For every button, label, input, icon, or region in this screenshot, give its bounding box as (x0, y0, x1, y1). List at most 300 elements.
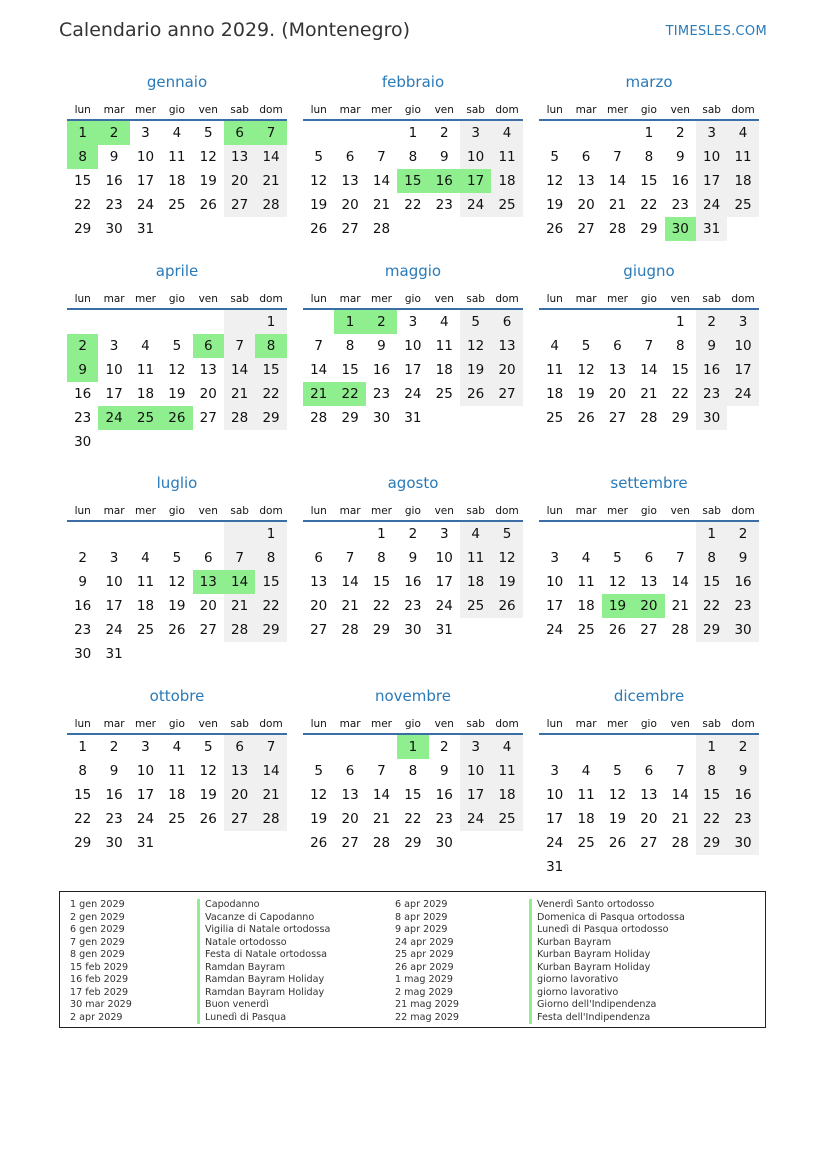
day-cell: 13 (577, 173, 595, 189)
weekday-label: sab (702, 718, 721, 730)
day-cell: 29 (404, 835, 422, 851)
day-cell: 29 (341, 410, 359, 426)
day-cell: 4 (172, 739, 182, 755)
empty-cell (193, 522, 224, 546)
day-cell: 8 (345, 338, 355, 354)
holiday-date: 6 gen 2029 (70, 924, 125, 935)
day-cell: 15 (74, 173, 92, 189)
weekday-label: gio (640, 293, 657, 305)
weekday-header (67, 283, 287, 310)
day-cell: 25 (491, 193, 522, 217)
day-cell: 12 (608, 574, 627, 590)
day-cell: 10 (727, 334, 758, 358)
day-cell: 1 (255, 522, 286, 546)
day-cell: 7 (377, 149, 386, 165)
month-marzo (539, 70, 759, 241)
day-cell: 24 (98, 406, 129, 430)
day-cell: 30 (727, 831, 758, 855)
day-cell: 14 (671, 787, 689, 803)
holiday-date: 16 feb 2029 (70, 974, 129, 985)
day-cell: 9 (109, 149, 119, 165)
weekday-label: mar (103, 293, 125, 305)
day-cell: 10 (435, 550, 453, 566)
month-name: ottobre (149, 687, 205, 705)
weekday-header (67, 708, 287, 735)
day-cell: 7 (644, 338, 654, 354)
day-cell: 16 (429, 169, 460, 193)
day-cell: 18 (136, 598, 155, 614)
day-cell: 22 (74, 811, 92, 827)
weekday-label: ven (198, 293, 218, 305)
day-cell: 23 (727, 594, 758, 618)
day-cell: 12 (491, 546, 522, 570)
weekday-label: gio (168, 293, 185, 305)
empty-cell (161, 310, 192, 334)
holiday-name: Festa di Natale ortodossa (197, 949, 330, 962)
day-cell: 22 (404, 197, 422, 213)
empty-cell (224, 310, 255, 334)
day-cell: 17 (136, 173, 155, 189)
empty-cell (193, 310, 224, 334)
day-cell: 7 (345, 550, 355, 566)
day-cell: 6 (613, 338, 622, 354)
day-cell: 26 (199, 197, 217, 213)
day-cell: 25 (546, 410, 564, 426)
day-grid (303, 121, 523, 241)
weekday-label: mer (370, 718, 392, 730)
weekday-label: lun (546, 505, 563, 517)
day-cell: 21 (671, 598, 689, 614)
weekday-label: gio (640, 718, 657, 730)
month-ottobre (67, 684, 287, 855)
weekday-label: mar (103, 718, 125, 730)
empty-cell (570, 121, 601, 145)
day-cell: 14 (255, 145, 286, 169)
month-maggio (303, 259, 523, 430)
day-cell: 4 (581, 763, 591, 779)
weekday-label: sab (230, 718, 249, 730)
empty-cell (130, 310, 161, 334)
day-cell: 30 (696, 406, 727, 430)
weekday-label: sab (702, 505, 721, 517)
day-cell: 7 (675, 763, 685, 779)
day-cell: 11 (460, 546, 491, 570)
day-cell: 28 (255, 193, 286, 217)
day-cell: 21 (224, 382, 255, 406)
weekday-header (539, 495, 759, 522)
weekday-label: dom (495, 104, 519, 116)
day-cell: 23 (727, 807, 758, 831)
weekday-label: gio (168, 505, 185, 517)
weekday-label: mar (103, 104, 125, 116)
day-cell: 17 (546, 598, 564, 614)
weekday-label: lun (74, 293, 91, 305)
month-name: dicembre (613, 687, 685, 705)
day-cell: 8 (78, 763, 87, 779)
day-cell: 19 (577, 386, 595, 402)
holiday-date: 7 gen 2029 (70, 936, 125, 948)
weekday-label: mer (134, 104, 156, 116)
empty-cell (334, 121, 365, 145)
day-cell: 12 (310, 173, 328, 189)
month-agosto (303, 471, 523, 642)
day-cell: 30 (74, 646, 92, 662)
month-name: giugno (623, 262, 675, 280)
day-cell: 26 (161, 406, 192, 430)
day-cell: 24 (546, 835, 564, 851)
day-cell: 17 (727, 358, 758, 382)
weekday-label: mer (606, 718, 628, 730)
day-cell: 20 (633, 594, 664, 618)
day-cell: 24 (404, 386, 422, 402)
day-cell: 27 (224, 193, 255, 217)
holiday-name: Buon venerdì (197, 999, 330, 1012)
empty-cell (366, 735, 397, 759)
day-cell: 2 (696, 310, 727, 334)
day-cell: 5 (203, 739, 213, 755)
day-cell: 4 (727, 121, 758, 145)
day-cell: 5 (491, 522, 522, 546)
day-cell: 10 (404, 338, 422, 354)
day-cell: 26 (168, 622, 186, 638)
empty-cell (539, 522, 570, 546)
weekday-label: dom (259, 718, 283, 730)
day-cell: 23 (435, 197, 453, 213)
day-cell: 2 (727, 735, 758, 759)
holiday-name: Lunedì di Pasqua ortodosso (529, 924, 685, 937)
day-cell: 28 (224, 618, 255, 642)
holiday-date: 30 mar 2029 (70, 999, 132, 1010)
holiday-date: 26 apr 2029 (395, 961, 454, 973)
day-cell: 1 (78, 739, 87, 755)
day-cell: 10 (460, 145, 491, 169)
day-grid (303, 735, 523, 855)
day-cell: 19 (310, 197, 328, 213)
day-cell: 29 (696, 831, 727, 855)
day-grid (67, 735, 287, 855)
day-cell: 15 (404, 787, 422, 803)
empty-cell (602, 121, 633, 145)
day-grid (539, 522, 759, 642)
day-cell: 18 (168, 173, 186, 189)
day-cell: 1 (675, 314, 685, 330)
day-grid (67, 522, 287, 666)
day-cell: 29 (255, 618, 286, 642)
day-cell: 31 (136, 221, 155, 237)
empty-cell (67, 310, 98, 334)
weekday-label: lun (74, 718, 91, 730)
day-cell: 15 (255, 358, 286, 382)
weekday-label: dom (259, 505, 283, 517)
day-cell: 8 (67, 145, 98, 169)
day-cell: 23 (105, 811, 123, 827)
day-cell: 9 (109, 763, 119, 779)
month-novembre (303, 684, 523, 855)
weekday-label: mer (606, 104, 628, 116)
weekday-label: ven (670, 104, 690, 116)
day-cell: 27 (640, 622, 658, 638)
weekday-label: mer (370, 104, 392, 116)
day-cell: 3 (550, 550, 559, 566)
day-cell: 15 (372, 574, 391, 590)
weekday-label: lun (546, 104, 563, 116)
day-cell: 1 (696, 522, 727, 546)
weekday-label: gio (404, 505, 421, 517)
weekday-label: dom (259, 104, 283, 116)
holiday-name: Vacanze di Capodanno (197, 912, 330, 925)
day-cell: 14 (671, 574, 689, 590)
day-cell: 15 (640, 173, 658, 189)
holiday-date: 8 apr 2029 (395, 911, 448, 923)
weekday-label: ven (434, 718, 454, 730)
weekday-label: dom (731, 505, 755, 517)
day-cell: 7 (613, 149, 622, 165)
weekday-label: gio (404, 718, 421, 730)
day-cell: 23 (372, 386, 391, 402)
day-cell: 8 (408, 149, 418, 165)
day-cell: 24 (136, 811, 155, 827)
day-cell: 9 (67, 358, 98, 382)
day-cell: 19 (168, 598, 186, 614)
day-cell: 18 (435, 362, 453, 378)
day-cell: 6 (644, 550, 654, 566)
day-cell: 25 (460, 594, 491, 618)
weekday-label: gio (168, 718, 185, 730)
day-cell: 5 (172, 550, 182, 566)
day-cell: 6 (314, 550, 323, 566)
day-cell: 20 (341, 811, 359, 827)
day-cell: 10 (136, 763, 155, 779)
day-cell: 2 (67, 334, 98, 358)
weekday-label: lun (546, 718, 563, 730)
day-cell: 26 (460, 382, 491, 406)
day-cell: 19 (199, 787, 217, 803)
day-cell: 23 (74, 622, 92, 638)
empty-cell (98, 522, 129, 546)
day-cell: 27 (224, 807, 255, 831)
day-cell: 5 (314, 763, 323, 779)
day-cell: 17 (136, 787, 155, 803)
day-cell: 3 (550, 763, 559, 779)
day-cell: 28 (372, 835, 391, 851)
day-cell: 9 (377, 338, 386, 354)
empty-cell (303, 522, 334, 546)
day-cell: 26 (546, 221, 564, 237)
weekday-label: mar (103, 505, 125, 517)
month-name: febbraio (381, 73, 445, 91)
holiday-names-col-2 (529, 899, 685, 1024)
day-cell: 12 (168, 362, 186, 378)
day-cell: 6 (345, 763, 355, 779)
site-link[interactable]: TIMESLES.COM (665, 24, 767, 39)
day-cell: 20 (577, 197, 595, 213)
day-cell: 17 (435, 574, 453, 590)
day-cell: 16 (727, 783, 758, 807)
holiday-name: Giorno dell'Indipendenza (529, 999, 685, 1012)
holiday-name: Festa dell'Indipendenza (529, 1012, 685, 1025)
day-cell: 30 (404, 622, 422, 638)
day-cell: 15 (696, 783, 727, 807)
day-cell: 8 (644, 149, 654, 165)
day-cell: 30 (727, 618, 758, 642)
weekday-label: lun (546, 293, 563, 305)
day-cell: 3 (439, 526, 449, 542)
empty-cell (539, 735, 570, 759)
day-cell: 13 (224, 759, 255, 783)
day-cell: 23 (404, 598, 422, 614)
day-cell: 16 (435, 787, 453, 803)
day-cell: 11 (168, 149, 186, 165)
day-cell: 6 (203, 550, 213, 566)
weekday-label: dom (259, 293, 283, 305)
day-cell: 28 (640, 410, 658, 426)
day-cell: 27 (310, 622, 328, 638)
day-cell: 7 (314, 338, 323, 354)
month-name: luglio (156, 474, 198, 492)
day-cell: 20 (310, 598, 328, 614)
holiday-name: Venerdì Santo ortodosso (529, 899, 685, 912)
day-cell: 11 (577, 787, 595, 803)
day-cell: 12 (577, 362, 595, 378)
weekday-label: mar (575, 293, 597, 305)
weekday-label: sab (466, 293, 485, 305)
weekday-label: ven (198, 505, 218, 517)
day-cell: 1 (408, 125, 418, 141)
day-cell: 24 (136, 197, 155, 213)
day-cell: 16 (404, 574, 422, 590)
day-cell: 18 (577, 598, 595, 614)
day-cell: 13 (341, 787, 359, 803)
day-cell: 6 (581, 149, 591, 165)
weekday-label: mar (339, 718, 361, 730)
day-cell: 25 (577, 622, 595, 638)
weekday-label: ven (198, 718, 218, 730)
month-febbraio (303, 70, 523, 241)
day-cell: 11 (168, 763, 186, 779)
weekday-header (539, 283, 759, 310)
day-cell: 9 (727, 546, 758, 570)
weekday-label: sab (702, 293, 721, 305)
weekday-label: gio (640, 104, 657, 116)
day-cell: 3 (141, 739, 150, 755)
weekday-label: dom (731, 718, 755, 730)
day-cell: 18 (546, 386, 564, 402)
day-cell: 20 (640, 811, 658, 827)
day-cell: 29 (372, 622, 391, 638)
day-cell: 3 (408, 314, 418, 330)
day-cell: 20 (199, 598, 217, 614)
day-cell: 23 (74, 410, 92, 426)
day-cell: 14 (341, 574, 359, 590)
day-cell: 4 (141, 338, 150, 354)
weekday-label: lun (310, 505, 327, 517)
day-cell: 18 (491, 783, 522, 807)
day-cell: 8 (675, 338, 685, 354)
empty-cell (303, 735, 334, 759)
day-cell: 13 (193, 570, 224, 594)
day-cell: 16 (105, 787, 123, 803)
holiday-date: 1 mag 2029 (395, 974, 453, 985)
day-cell: 11 (136, 574, 155, 590)
empty-cell (539, 121, 570, 145)
day-cell: 3 (109, 550, 119, 566)
weekday-label: mer (134, 505, 156, 517)
day-cell: 12 (546, 173, 564, 189)
day-grid (539, 735, 759, 879)
day-cell: 26 (608, 835, 627, 851)
day-cell: 31 (136, 835, 155, 851)
day-cell: 4 (491, 735, 522, 759)
day-cell: 19 (199, 173, 217, 189)
day-cell: 14 (372, 173, 391, 189)
empty-cell (665, 735, 696, 759)
day-cell: 29 (255, 406, 286, 430)
day-cell: 29 (696, 618, 727, 642)
holiday-date: 25 apr 2029 (395, 949, 454, 960)
weekday-label: lun (310, 293, 327, 305)
day-cell: 10 (546, 574, 564, 590)
day-cell: 21 (224, 594, 255, 618)
weekday-label: lun (74, 505, 91, 517)
day-cell: 19 (608, 811, 627, 827)
day-cell: 28 (372, 221, 391, 237)
weekday-label: mer (370, 293, 392, 305)
day-grid (67, 310, 287, 454)
day-cell: 18 (168, 787, 186, 803)
weekday-label: gio (404, 104, 421, 116)
weekday-label: sab (466, 505, 485, 517)
day-cell: 12 (168, 574, 186, 590)
day-cell: 7 (255, 735, 286, 759)
day-cell: 22 (640, 197, 658, 213)
day-cell: 9 (78, 574, 87, 590)
day-cell: 24 (727, 382, 758, 406)
holiday-name: Vigilia di Natale ortodossa (197, 924, 330, 937)
day-cell: 28 (671, 622, 689, 638)
day-cell: 27 (577, 221, 595, 237)
holiday-name: Capodanno (197, 899, 330, 912)
day-cell: 24 (696, 193, 727, 217)
day-cell: 13 (640, 787, 658, 803)
month-gennaio (67, 70, 287, 241)
day-cell: 13 (341, 173, 359, 189)
day-cell: 18 (460, 570, 491, 594)
weekday-label: mer (606, 505, 628, 517)
weekday-label: ven (670, 293, 690, 305)
weekday-label: ven (434, 104, 454, 116)
weekday-label: ven (670, 718, 690, 730)
day-cell: 31 (546, 859, 564, 875)
day-cell: 8 (255, 334, 286, 358)
weekday-label: mer (134, 293, 156, 305)
empty-cell (161, 522, 192, 546)
holiday-date: 22 mag 2029 (395, 1011, 460, 1023)
day-cell: 22 (255, 382, 286, 406)
day-cell: 17 (460, 169, 491, 193)
day-grid (303, 522, 523, 642)
empty-cell (570, 735, 601, 759)
day-cell: 29 (671, 410, 689, 426)
weekday-label: dom (731, 293, 755, 305)
weekday-header (539, 94, 759, 121)
holiday-legend (59, 891, 766, 1028)
month-luglio (67, 471, 287, 666)
day-cell: 28 (255, 807, 286, 831)
day-cell: 12 (199, 763, 217, 779)
day-cell: 7 (675, 550, 685, 566)
day-cell: 27 (199, 410, 217, 426)
day-cell: 16 (372, 362, 391, 378)
